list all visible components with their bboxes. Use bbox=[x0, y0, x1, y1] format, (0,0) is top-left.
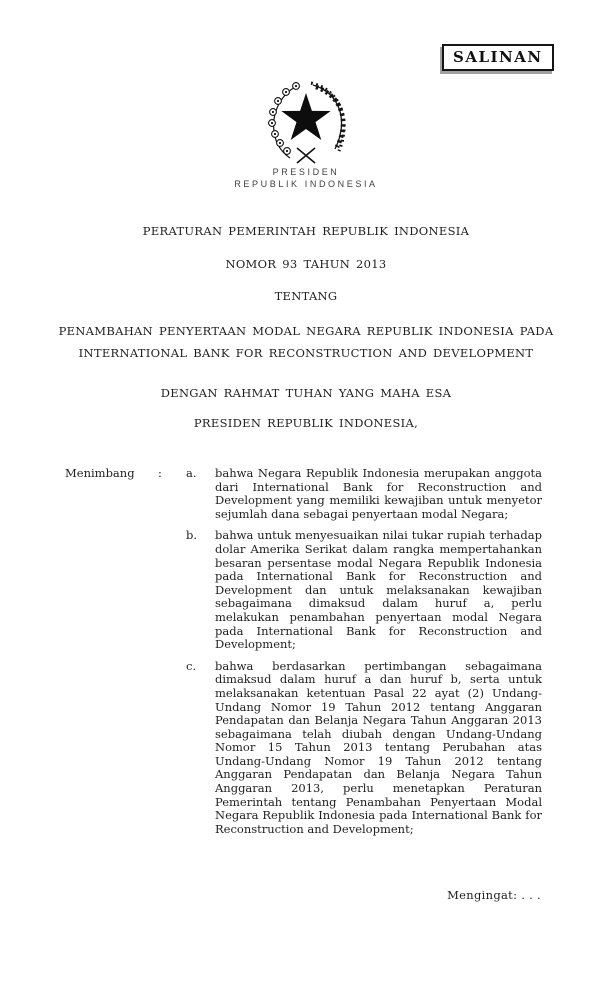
doc-number: NOMOR 93 TAHUN 2013 bbox=[225, 257, 387, 271]
presidential-emblem-icon bbox=[256, 79, 356, 167]
menimbang-items bbox=[186, 467, 542, 836]
doc-type-title: PERATURAN PEMERINTAH REPUBLIK INDONESIA bbox=[142, 224, 470, 238]
menimbang-item-b bbox=[186, 529, 542, 651]
tentang-label: TENTANG bbox=[274, 289, 338, 303]
salinan-stamp-label: SALINAN bbox=[453, 48, 543, 66]
menimbang-colon: : bbox=[158, 466, 162, 480]
page-catchword: Mengingat: . . . bbox=[447, 888, 541, 902]
menimbang-item-a bbox=[186, 467, 542, 521]
item-marker: b. bbox=[186, 528, 198, 543]
letterhead-presiden: PRESIDEN bbox=[272, 167, 340, 177]
item-text: bahwa Negara Republik Indonesia merupakan anggota dari International Bank for Reconstruction and Development yang memiliki kewajiban untuk menyetor sejumlah dana sebagai penyertaan modal Negara; bbox=[215, 466, 542, 521]
doc-subject-line-1: PENAMBAHAN PENYERTAAN MODAL NEGARA REPUBLIK INDONESIA PADA bbox=[58, 324, 554, 338]
authority-line: PRESIDEN REPUBLIK INDONESIA, bbox=[193, 416, 419, 430]
menimbang-label: Menimbang bbox=[65, 466, 135, 480]
menimbang-item-c bbox=[186, 660, 542, 837]
invocation-line: DENGAN RAHMAT TUHAN YANG MAHA ESA bbox=[160, 386, 452, 400]
letterhead bbox=[0, 167, 612, 190]
salinan-stamp bbox=[442, 44, 554, 71]
item-marker: c. bbox=[186, 658, 197, 673]
letterhead-republik-indonesia: REPUBLIK INDONESIA bbox=[234, 178, 378, 189]
menimbang-section bbox=[65, 467, 542, 836]
item-text: bahwa berdasarkan pertimbangan sebagaimana dimaksud dalam huruf a dan huruf b, serta untuk melaksanakan ketentuan Pasal 22 ayat (2) Undang-Undang Nomor 19 Tahun 2012 tentang Anggaran Pendapatan dan Belanja Negara Tahun Anggaran 2013 sebagaimana telah diubah dengan Undang-Undang Nomor 15 Tahun 2013 tentang Perubahan atas Undang-Undang Nomor 19 Tahun 2012 tentang Anggaran Pendapatan dan Belanja Negara Tahun Anggaran 2013, perlu menetapkan Peraturan Pemerintah tentang Penambahan Penyertaan Modal Negara Republik Indonesia pada International Bank for Reconstruction and Development; bbox=[215, 658, 542, 836]
doc-subject-line-2: INTERNATIONAL BANK FOR RECONSTRUCTION AND DEVELOPMENT bbox=[78, 346, 534, 360]
item-marker: a. bbox=[186, 466, 197, 480]
item-text: bahwa untuk menyesuaikan nilai tukar rupiah terhadap dolar Amerika Serikat dalam rangka mempertahankan besaran persentase modal Negara Republik Indonesia pada International Bank for Reconstruction and Development dan untuk melaksanakan kewajiban sebagaimana dimaksud dalam huruf a, perlu melakukan penambahan penyertaan modal Negara pada International Bank for Reconstruction and Development; bbox=[215, 528, 542, 652]
